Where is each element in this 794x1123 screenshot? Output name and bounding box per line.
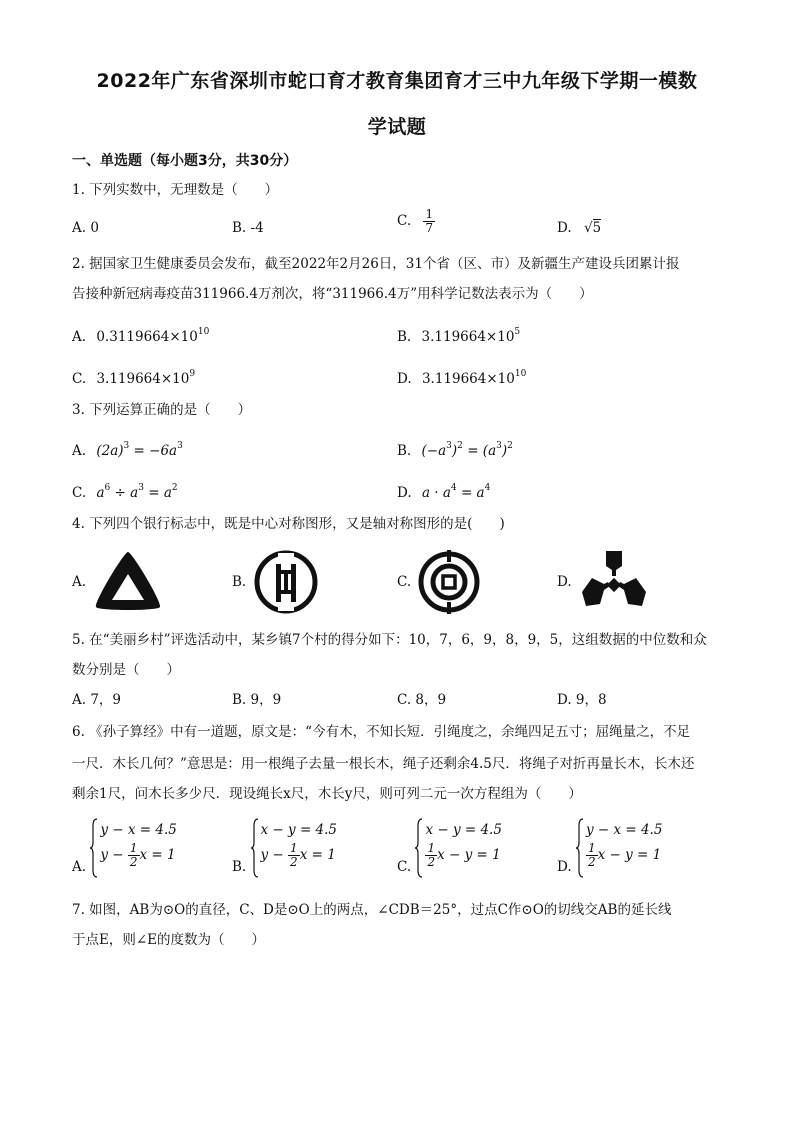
equation-row-2 [425, 842, 502, 869]
expr: x = 1 [139, 847, 176, 863]
sci-base: 0.3119664×10 [96, 329, 198, 345]
fraction [128, 842, 140, 869]
bank-of-china-style-logo-icon [254, 550, 318, 614]
sci-exponent: 10 [514, 369, 527, 379]
q6-option-d [557, 818, 663, 875]
option-label: C. [397, 213, 412, 229]
equation-system [415, 818, 502, 869]
expr: y − [100, 847, 124, 863]
exp: 3 [177, 441, 183, 451]
q5-stem-line2: 数分别是（ ） [72, 662, 180, 678]
expr: (2a) [96, 443, 124, 459]
fraction-numerator: 1 [129, 841, 138, 855]
q6-stem-line2: 一尺．木长几何？”意思是：用一根绳子去量一根长木，绳子还剩余4.5尺．将绳子对折再量长木，长木还 [72, 756, 695, 772]
fraction [288, 842, 300, 869]
three-arm-bank-logo-icon [578, 548, 650, 610]
option-label: D. [557, 859, 572, 875]
expr: a · a [421, 485, 451, 501]
fraction-denominator: 2 [290, 855, 298, 869]
equation-row-2 [261, 842, 338, 869]
q5-option-d: D. 9，8 [557, 692, 607, 708]
q7-stem-line2: 于点E，则∠E的度数为（ ） [72, 932, 266, 948]
equation-row-1: x − y = 4.5 [260, 822, 338, 838]
exp: 2 [457, 441, 463, 451]
q5-stem-line1: 5. 在“美丽乡村”评选活动中，某乡镇7个村的得分如下：10，7，6，9，8，9，5，这组数据的中位数和众 [72, 632, 707, 648]
expr: x − y = 1 [437, 847, 501, 863]
fraction [425, 842, 437, 869]
left-brace-icon [90, 818, 98, 878]
q5-option-c: C. 8，9 [397, 692, 447, 708]
q2-option-b [397, 322, 520, 347]
q2-stem-line2: 告接种新冠病毒疫苗311966.4万剂次，将“311966.4万”用科学记数法表示为（ ） [72, 286, 593, 302]
option-label: A. [72, 859, 87, 875]
q3-option-b [397, 436, 513, 461]
fraction-denominator: 2 [129, 855, 138, 869]
q4-option-a: A. [72, 574, 87, 590]
left-brace-icon [415, 818, 423, 878]
option-label: B. [397, 329, 412, 345]
exp: 4 [450, 483, 457, 493]
q5-option-b: B. 9，9 [232, 692, 282, 708]
exp: 3 [138, 483, 144, 493]
exp: 6 [104, 483, 111, 493]
exam-title-line1: 2022年广东省深圳市蛇口育才教育集团育才三中九年级下学期一模数 [96, 70, 698, 92]
expr: ÷ a [114, 485, 139, 501]
expr: = (a [467, 443, 497, 459]
exp: 2 [507, 441, 513, 451]
sci-base: 3.119664×10 [421, 371, 515, 387]
q6-option-a [72, 818, 177, 875]
equation-system [251, 818, 338, 869]
q1-option-d [557, 218, 601, 238]
q5-option-a: A. 7，9 [72, 692, 122, 708]
section-heading: 一、单选题（每小题3分，共30分） [72, 153, 298, 169]
sci-exponent: 9 [189, 369, 196, 379]
q3-option-d [397, 478, 490, 503]
option-label: D. [557, 220, 572, 236]
q4-stem: 4. 下列四个银行标志中，既是中心对称图形，又是轴对称图形的是( ) [72, 516, 505, 532]
option-label: A. [72, 329, 87, 345]
expr: = a [460, 485, 485, 501]
sqrt-sign: √ [583, 220, 593, 236]
expr: (−a [421, 443, 447, 459]
q4-option-d: D. [557, 574, 572, 590]
radicand: 5 [592, 220, 602, 236]
exp: 4 [484, 483, 491, 493]
fraction-denominator: 2 [587, 855, 596, 869]
expr: ) [451, 443, 458, 459]
expr: ) [501, 443, 508, 459]
equation-system [576, 818, 663, 869]
option-label: C. [397, 859, 412, 875]
sci-exponent: 5 [514, 327, 521, 337]
exp: 3 [123, 441, 130, 451]
option-label: B. [232, 859, 247, 875]
q4-option-b: B. [232, 574, 247, 590]
expr: x − y = 1 [597, 847, 662, 863]
exam-title-line2: 学试题 [367, 116, 427, 138]
equation-row-1: y − x = 4.5 [585, 822, 663, 838]
option-label: C. [72, 485, 87, 501]
fraction-numerator: 1 [425, 207, 434, 221]
fraction-numerator: 1 [290, 841, 298, 855]
triangle-bank-logo-icon [92, 550, 164, 612]
q6-stem-line3: 剩余1尺，问木长多少尺．现设绳长x尺，木长y尺，则可列二元一次方程组为（ ） [72, 786, 582, 802]
q6-option-b [232, 818, 338, 875]
equation-system [90, 818, 177, 869]
q1-option-c [397, 208, 435, 235]
exp: 2 [171, 483, 178, 493]
q1-stem: 1. 下列实数中，无理数是（ ） [72, 182, 279, 198]
q4-option-c: C. [397, 574, 412, 590]
expr: = a [148, 485, 172, 501]
sci-base: 3.119664×10 [421, 329, 515, 345]
sci-base: 3.119664×10 [96, 371, 190, 387]
option-label: C. [72, 371, 87, 387]
option-label: B. [397, 443, 412, 459]
fraction-numerator: 1 [427, 841, 436, 855]
expr: y − [260, 847, 284, 863]
q2-option-a [72, 322, 209, 347]
option-label: A. [72, 443, 87, 459]
expr: x = 1 [299, 847, 336, 863]
fraction [586, 842, 598, 869]
option-label: D. [397, 371, 412, 387]
equation-row-1: y − x = 4.5 [100, 822, 177, 838]
option-label: D. [397, 485, 412, 501]
q1-option-a: A. 0 [72, 220, 99, 236]
equation-row-2 [586, 842, 663, 869]
exp: 3 [446, 441, 452, 451]
sci-exponent: 10 [197, 327, 210, 337]
fraction-denominator: 7 [425, 221, 434, 235]
expr: a [96, 485, 105, 501]
left-brace-icon [251, 818, 259, 878]
expr: = −6a [133, 443, 178, 459]
fraction-denominator: 2 [427, 855, 436, 869]
left-brace-icon [576, 818, 584, 878]
q7-stem-line1: 7. 如图，AB为⊙O的直径，C、D是⊙O上的两点，∠CDB＝25°，过点C作⊙O的切线交AB的延长线 [72, 902, 672, 918]
coin-bank-logo-icon [416, 550, 482, 614]
q6-stem-line1: 6. 《孙子算经》中有一道题，原文是：“今有木，不知长短．引绳度之，余绳四足五寸；屈绳量之，不足 [72, 724, 691, 740]
fraction-numerator: 1 [587, 841, 596, 855]
q1-option-b: B. -4 [232, 220, 264, 236]
exp: 3 [496, 441, 502, 451]
q3-option-a [72, 436, 183, 461]
q6-option-c [397, 818, 502, 875]
q3-stem: 3. 下列运算正确的是（ ） [72, 402, 252, 418]
equation-row-1: x − y = 4.5 [425, 822, 502, 838]
fraction [423, 208, 435, 235]
equation-row-2 [100, 842, 177, 869]
q2-option-c [72, 364, 195, 389]
q3-option-c [72, 478, 178, 503]
q2-stem-line1: 2. 据国家卫生健康委员会发布，截至2022年2月26日，31个省（区、市）及新疆生产建设兵团累计报 [72, 256, 680, 272]
q2-option-d [397, 364, 526, 389]
